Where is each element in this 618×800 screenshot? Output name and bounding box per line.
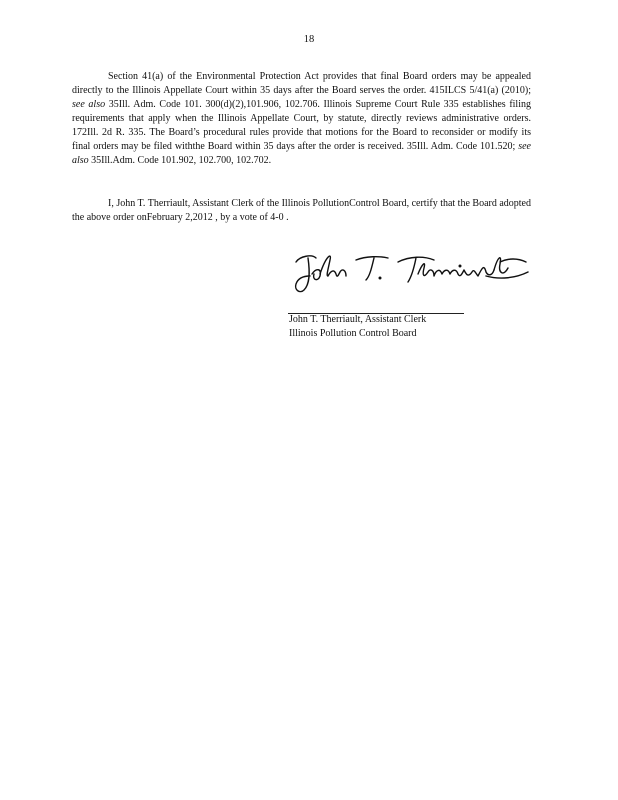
see-also-signal-2: see also [72, 141, 531, 166]
certification-paragraph [72, 197, 531, 225]
signer-name-title: John T. Therriault, Assistant Clerk [289, 314, 427, 325]
see-also-signal-1: see also [72, 99, 106, 110]
appeal-rights-paragraph [72, 70, 531, 168]
appeal-text-part-1: Section 41(a) of the Environmental Protection Act provides that final Board orders may be appealed directly to the Illinois Appellate Court within 35 days after the Board serves the order. 415ILCS 5/41(a) (2010); [72, 71, 531, 96]
signer-block [289, 313, 489, 341]
appeal-text-part-3: 35Ill.Adm. Code 101.902, 102.700, 102.702. [88, 155, 272, 166]
signer-organization: Illinois Pollution Control Board [289, 328, 417, 339]
certification-text: I, John T. Therriault, Assistant Clerk of the Illinois PollutionControl Board, certify that the Board adopted the above order onFebruary 2,2012 , by a vote of 4-0 . [72, 198, 531, 223]
handwritten-signature [290, 246, 530, 298]
appeal-text-part-2: 35Ill. Adm. Code 101. 300(d)(2),101.906, 102.706. Illinois Supreme Court Rule 335 establishes filing requirements that apply when the Illinois Appellate Court, by statute, directly reviews administrative orders. 172Ill. 2d R. 335. The Board’s procedural rules provide that motions for the Board to reconsider or modify its final orders may be filed withthe Board within 35 days after the order is received. 35Ill. Adm. Code 101.520; [72, 99, 531, 152]
page-number: 18 [303, 34, 315, 45]
